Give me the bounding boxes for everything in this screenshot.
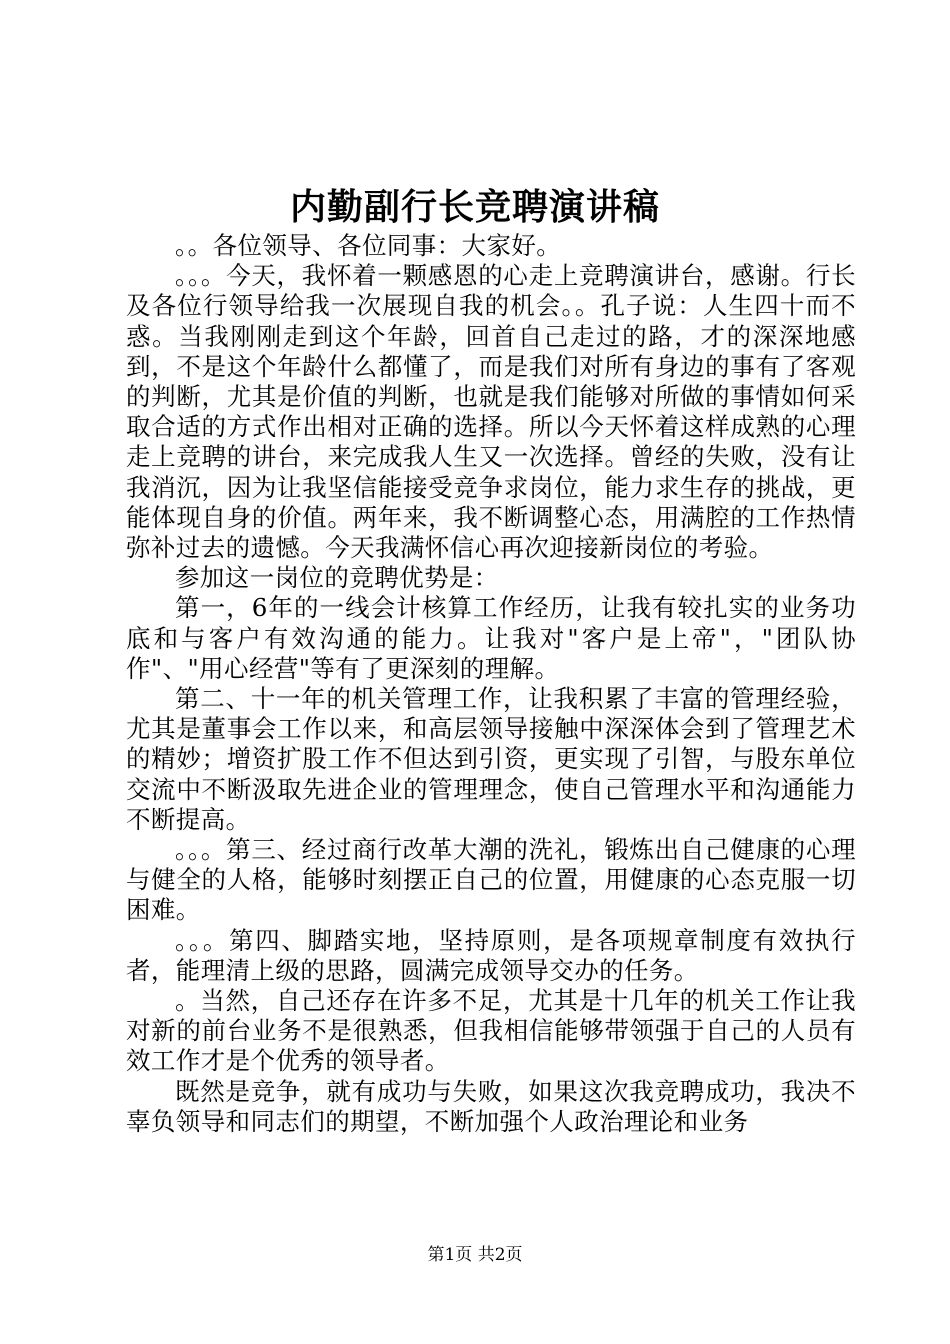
paragraph-advantage-fourth: 。。。第四、脚踏实地，坚持原则，是各项规章制度有效执行者，能理清上级的思路，圆满完成领导交办的任务。 (126, 925, 856, 985)
paragraph-advantage-third: 。。。第三、经过商行改革大潮的洗礼，锻炼出自己健康的心理与健全的人格，能够时刻摆正自己的位置，用健康的心态克服一切困难。 (126, 835, 856, 925)
paragraph-advantage-second: 第二、十一年的机关管理工作，让我积累了丰富的管理经验，尤其是董事会工作以来，和高层领导接触中深深体会到了管理艺术的精妙；增资扩股工作不但达到引资，更实现了引智，与股东单位交流中不断汲取先进企业的管理理念，使自己管理水平和沟通能力不断提高。 (126, 684, 856, 834)
paragraph-competition: 既然是竞争，就有成功与失败，如果这次我竞聘成功，我决不辜负领导和同志们的期望，不断加强个人政治理论和业务 (126, 1076, 856, 1136)
page-footer: 第1页 共2页 (427, 1245, 523, 1265)
paragraph-greeting: 。。各位领导、各位同事：大家好。 (175, 231, 562, 260)
paragraph-intro: 。。。今天，我怀着一颗感恩的心走上竞聘演讲台，感谢。行长及各位行领导给我一次展现自我的机会。。孔子说：人生四十而不惑。当我刚刚走到这个年龄，回首自己走过的路，才的深深地感到，不是这个年龄什么都懂了，而是我们对所有身边的事有了客观的判断，尤其是价值的判断，也就是我们能够对所做的事情如何采取合适的方式作出相对正确的选择。所以今天怀着这样成熟的心理走上竞聘的讲台，来完成我人生又一次选择。曾经的失败，没有让我消沉，因为让我坚信能接受竞争求岗位，能力求生存的挑战，更能体现自身的价值。两年来，我不断调整心态，用满腔的工作热情弥补过去的遗憾。今天我满怀信心再次迎接新岗位的考验。 (126, 261, 856, 563)
paragraph-advantages-heading: 参加这一岗位的竞聘优势是： (175, 563, 499, 593)
document-body (126, 231, 856, 1137)
paragraph-advantage-first: 第一，6年的一线会计核算工作经历，让我有较扎实的业务功底和与客户有效沟通的能力。让我对"客户是上帝"，"团队协作"、"用心经营"等有了更深刻的理解。 (126, 593, 856, 683)
document-title: 内勤副行长竞聘演讲稿 (289, 186, 660, 228)
paragraph-shortcomings: 。当然，自己还存在许多不足，尤其是十几年的机关工作让我对新的前台业务不是很熟悉，但我相信能够带领强于自己的人员有效工作才是个优秀的领导者。 (126, 986, 856, 1076)
